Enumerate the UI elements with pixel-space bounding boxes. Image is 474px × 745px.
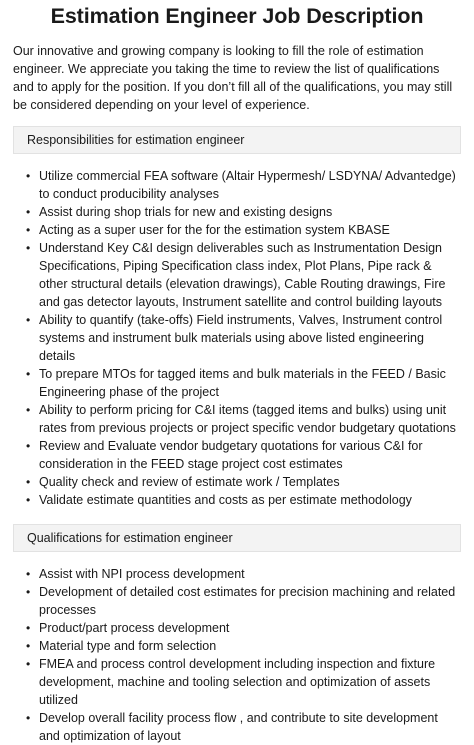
list-item: • Acting as a super user for the for the estimation system KBASE: [39, 221, 461, 239]
list-item: • FMEA and process control development including inspection and fixture development, machine and tooling selection and optimization of assets utilized: [39, 655, 461, 709]
list-item: • Material type and form selection: [39, 637, 461, 655]
list-item: • Assist with NPI process development: [39, 565, 461, 583]
list-item: • Ability to quantify (take-offs) Field instruments, Valves, Instrument control systems and instrument bulk materials using above listed engineering details: [39, 311, 461, 365]
page-title: Estimation Engineer Job Description: [50, 4, 424, 28]
list-item: • Utilize commercial FEA software (Altair Hypermesh/ LSDYNA/ Advantedge) to conduct producibility analyses: [39, 167, 461, 203]
qualifications-heading: Qualifications for estimation engineer: [13, 524, 461, 552]
list-item: • Development of detailed cost estimates for precision machining and related processes: [39, 583, 461, 619]
list-item: • Review and Evaluate vendor budgetary quotations for various C&I for consideration in the FEED stage project cost estimates: [39, 437, 461, 473]
list-item: • Validate estimate quantities and costs as per estimate methodology: [39, 491, 461, 509]
list-item: • To prepare MTOs for tagged items and bulk materials in the FEED / Basic Engineering phase of the project: [39, 365, 461, 401]
list-item: • Product/part process development: [39, 619, 461, 637]
list-item: • Develop overall facility process flow , and contribute to site development and optimization of layout: [39, 709, 461, 745]
responsibilities-list: [13, 167, 461, 509]
list-item: • Quality check and review of estimate work / Templates: [39, 473, 461, 491]
qualifications-list: [13, 565, 461, 745]
list-item: • Ability to perform pricing for C&I items (tagged items and bulks) using unit rates from previous projects or project specific vendor budgetary quotations: [39, 401, 461, 437]
intro-paragraph: Our innovative and growing company is looking to fill the role of estimation engineer. We appreciate you taking the time to review the list of qualifications and to apply for the position. If you don’t fill all of the qualifications, you may still be considered depending on your level of experience.: [13, 44, 453, 112]
list-item: • Understand Key C&I design deliverables such as Instrumentation Design Specifications, Piping Specification class index, Plot Plans, Pipe rack & other structural details (elevation drawings), Cable Routing drawings, Fire and gas detector layouts, Instrument satellite and control building layouts: [39, 239, 461, 311]
responsibilities-heading: Responsibilities for estimation engineer: [13, 126, 461, 154]
list-item: • Assist during shop trials for new and existing designs: [39, 203, 461, 221]
